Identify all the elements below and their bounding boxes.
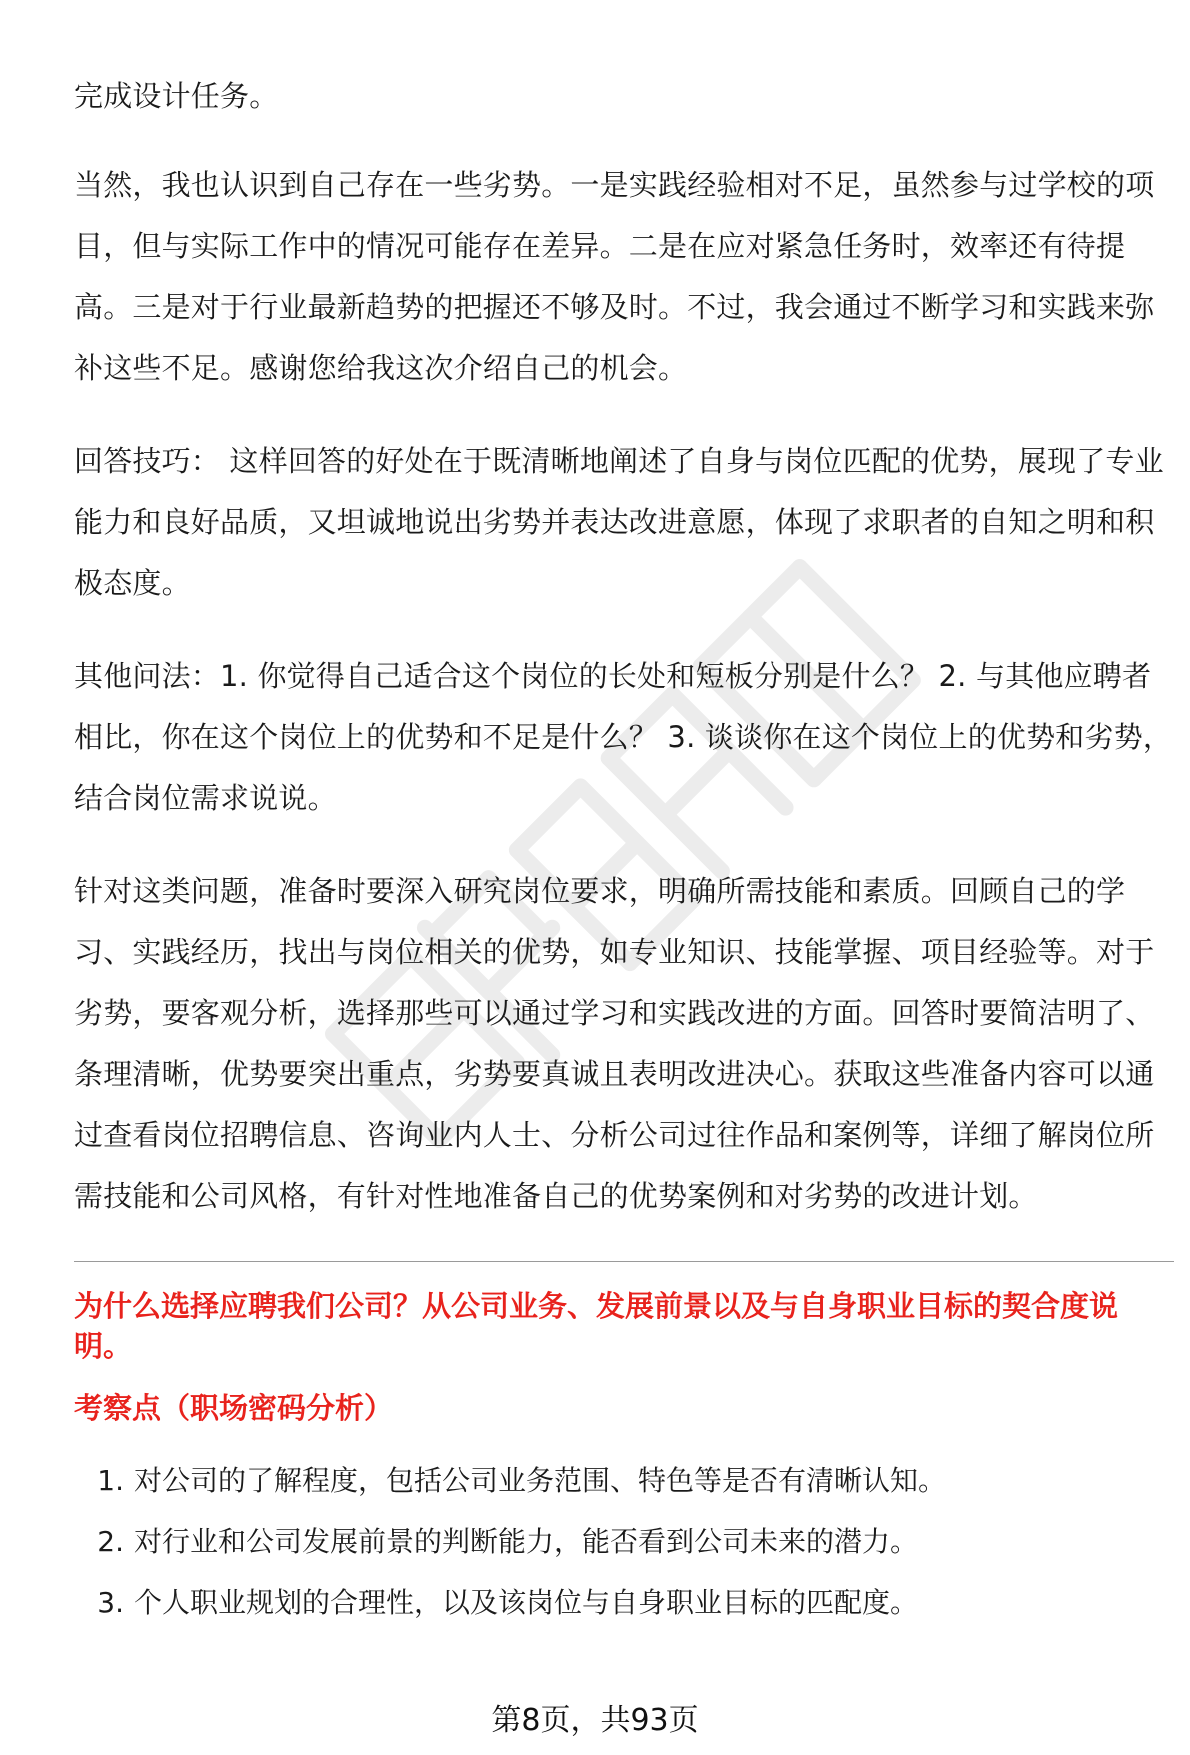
assessment-points-list: [74, 1450, 1174, 1633]
page-number: 第8页，共93页: [491, 1703, 699, 1738]
other-questions-paragraph: 其他问法：1. 你觉得自己适合这个岗位的长处和短板分别是什么？ 2. 与其他应聘者相比，你在这个岗位上的优势和不足是什么？ 3. 谈谈你在这个岗位上的优势和劣势，结合岗位需求说说。: [74, 659, 1173, 815]
paragraph: 完成设计任务。: [74, 79, 279, 113]
list-item: [74, 1450, 1174, 1511]
answer-tips-paragraph: 回答技巧： 这样回答的好处在于既清晰地阐述了自身与岗位匹配的优势，展现了专业能力和良好品质，又坦诚地说出劣势并表达改进意愿，体现了求职者的自知之明和积极态度。: [74, 444, 1164, 600]
question-heading: 为什么选择应聘我们公司？从公司业务、发展前景以及与自身职业目标的契合度说明。: [74, 1289, 1119, 1363]
list-item-text: 个人职业规划的合理性，以及该岗位与自身职业目标的匹配度。: [134, 1586, 919, 1619]
paragraph: 当然，我也认识到自己存在一些劣势。一是实践经验相对不足，虽然参与过学校的项目，但与实际工作中的情况可能存在差异。二是在应对紧急任务时，效率还有待提高。三是对于行业最新趋势的把握还不够及时。不过，我会通过不断学习和实践来弥补这些不足。感谢您给我这次介绍自己的机会。: [74, 168, 1155, 385]
document-body: [74, 66, 1174, 1633]
list-item: [74, 1572, 1174, 1633]
section-divider: [74, 1261, 1174, 1262]
list-item-number: 3.: [97, 1586, 124, 1619]
list-item-text: 对行业和公司发展前景的判断能力，能否看到公司未来的潜力。: [134, 1525, 919, 1558]
paragraph: 针对这类问题，准备时要深入研究岗位要求，明确所需技能和素质。回顾自己的学习、实践经历，找出与岗位相关的优势，如专业知识、技能掌握、项目经验等。对于劣势，要客观分析，选择那些可以通过学习和实践改进的方面。回答时要简洁明了、条理清晰，优势要突出重点，劣势要真诚且表明改进决心。获取这些准备内容可以通过查看岗位招聘信息、咨询业内人士、分析公司过往作品和案例等，详细了解岗位所需技能和公司风格，有针对性地准备自己的优势案例和对劣势的改进计划。: [74, 874, 1155, 1213]
list-item: [74, 1511, 1174, 1572]
list-item-number: 1.: [97, 1464, 124, 1497]
list-item-number: 2.: [97, 1525, 124, 1558]
list-item-text: 对公司的了解程度，包括公司业务范围、特色等是否有清晰认知。: [134, 1464, 947, 1497]
assessment-points-heading: 考察点（职场密码分析）: [74, 1391, 394, 1425]
